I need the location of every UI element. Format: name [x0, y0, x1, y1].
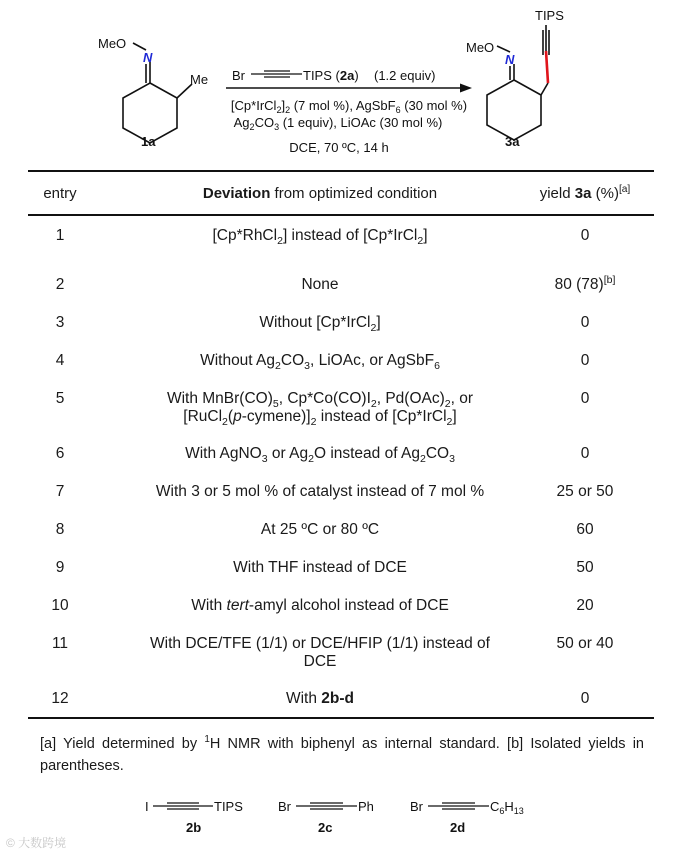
reaction-arrow — [226, 84, 472, 93]
reactant-id-label: 1a — [141, 134, 156, 149]
reagent-2d-triple-bond — [428, 803, 489, 809]
reagent-2c-phenyl: Ph — [358, 799, 374, 814]
row-2-yield: 80 (78)[b] — [554, 273, 616, 293]
reagent-2c-label: 2c — [318, 820, 333, 835]
reagent-2d-label: 2d — [450, 820, 466, 835]
reagent-2c-triple-bond — [296, 803, 357, 809]
watermark: © 大数跨境 — [6, 836, 67, 850]
row-11-deviation — [110, 635, 530, 671]
row-5-deviation — [110, 390, 530, 429]
table-footnote: [a] Yield determined by $^1$H NMR with biphenyl as internal standard. [b] Isolated yields in parentheses. — [40, 734, 644, 774]
table-top-rule — [28, 170, 654, 172]
reagent-2d-bromine: Br — [410, 799, 423, 814]
product-3a-structure — [487, 25, 549, 140]
reaction-scheme — [0, 0, 684, 165]
row-7-entry: 7 — [55, 483, 65, 500]
row-9-entry: 9 — [55, 559, 65, 576]
row-9-yield: 50 — [576, 559, 594, 576]
row-6-yield: 0 — [580, 445, 590, 462]
row-3-entry: 3 — [55, 314, 65, 331]
header-yield: yield 3a (%)[a] — [539, 184, 631, 202]
row-12-entry: 12 — [51, 690, 69, 707]
row-10-yield: 20 — [576, 597, 594, 614]
row-5-deviation-line-1: With $MnBr(CO)_5$, $Cp*Co(CO)I_2$, $Pd(OAc)_2$, or — [166, 390, 474, 411]
row-4-deviation: Without $Ag_2CO_3$, LiOAc, or AgSbF$_6$ — [200, 352, 440, 373]
conditions-line-1: $[Cp*IrCl_2]_2$ (7 mol %), AgSbF$_6$ (30 mol %) — [230, 98, 468, 115]
reagent-equiv-label: (1.2 equiv) — [374, 68, 436, 83]
row-7-yield: 25 or 50 — [556, 483, 614, 500]
product-ome-label: MeO — [466, 40, 495, 55]
reagent-br-label: Br — [232, 68, 245, 83]
row-11-yield: 50 or 40 — [556, 635, 614, 652]
row-1-entry: 1 — [55, 227, 65, 244]
row-8-deviation: At 25 ºC or 80 ºC — [260, 521, 380, 538]
row-8-entry: 8 — [55, 521, 65, 538]
conditions-line-3: DCE, 70 ºC, 14 h — [289, 140, 389, 155]
row-9-deviation: With THF instead of DCE — [233, 559, 407, 576]
row-6-entry: 6 — [55, 445, 65, 462]
header-entry: entry — [43, 185, 77, 202]
row-2-deviation: None — [301, 276, 339, 293]
row-7-deviation: With 3 or 5 mol % of catalyst instead of 7 mol % — [155, 483, 485, 500]
row-6-deviation: With AgNO$_3$ or $Ag_2O$ instead of $Ag_2CO_3$ — [185, 445, 455, 466]
row-3-yield: 0 — [580, 314, 590, 331]
reagent-tips-label: TIPS (2a) — [303, 68, 359, 83]
row-10-entry: 10 — [51, 597, 69, 614]
row-11-deviation-line-2: DCE — [303, 653, 337, 670]
row-5-yield: 0 — [580, 390, 590, 407]
row-12-yield: 0 — [580, 690, 590, 707]
row-2-entry: 2 — [55, 276, 65, 293]
row-11-deviation-line-1: With DCE/TFE (1/1) or DCE/HFIP (1/1) instead of — [150, 635, 490, 652]
row-4-yield: 0 — [580, 352, 590, 369]
row-8-yield: 60 — [576, 521, 594, 538]
product-n-label: N — [505, 52, 515, 67]
product-id-label: 3a — [505, 134, 520, 149]
reagent-alkyne-triple-bond — [251, 71, 302, 77]
product-tips-label: TIPS — [535, 8, 564, 23]
reagent-2b-iodine: I — [145, 799, 149, 814]
reagent-2c-bromine: Br — [278, 799, 291, 814]
row-5-deviation-line-2: $[RuCl_2(p-cymene)]_2$ instead of [Cp*IrCl$_2$] — [183, 408, 457, 429]
row-12-deviation: With 2b-d — [285, 690, 355, 707]
header-deviation: Deviation from optimized condition — [202, 185, 438, 202]
table-bottom-rule — [28, 717, 654, 719]
reagent-2b-tips: TIPS — [214, 799, 243, 814]
reagent-2b-label: 2b — [186, 820, 202, 835]
row-10-deviation: With tert-amyl alcohol instead of DCE — [191, 597, 449, 614]
reagent-2b-triple-bond — [153, 803, 213, 809]
reagent-2d-hexyl: $C_6H_{13}$ — [490, 799, 524, 816]
row-5-entry: 5 — [55, 390, 65, 407]
reactant-1a-structure — [123, 43, 192, 143]
table-header-rule — [28, 214, 654, 216]
row-11-entry: 11 — [51, 635, 69, 652]
row-4-entry: 4 — [55, 352, 65, 369]
row-3-deviation: Without [Cp*IrCl$_2$] — [259, 314, 381, 335]
product-new-bond — [546, 51, 548, 83]
row-1-deviation: [Cp*RhCl$_2$] instead of [Cp*IrCl$_2$] — [212, 227, 428, 248]
reactant-ome-label: MeO — [98, 36, 127, 51]
conditions-line-2: $Ag_2CO_3$ (1 equiv), LiOAc (30 mol %) — [233, 115, 443, 132]
alkyne-reagent-structures — [0, 780, 684, 840]
reactant-me-label: Me — [190, 72, 209, 87]
reactant-n-label: N — [143, 50, 153, 65]
row-1-yield: 0 — [580, 227, 590, 244]
